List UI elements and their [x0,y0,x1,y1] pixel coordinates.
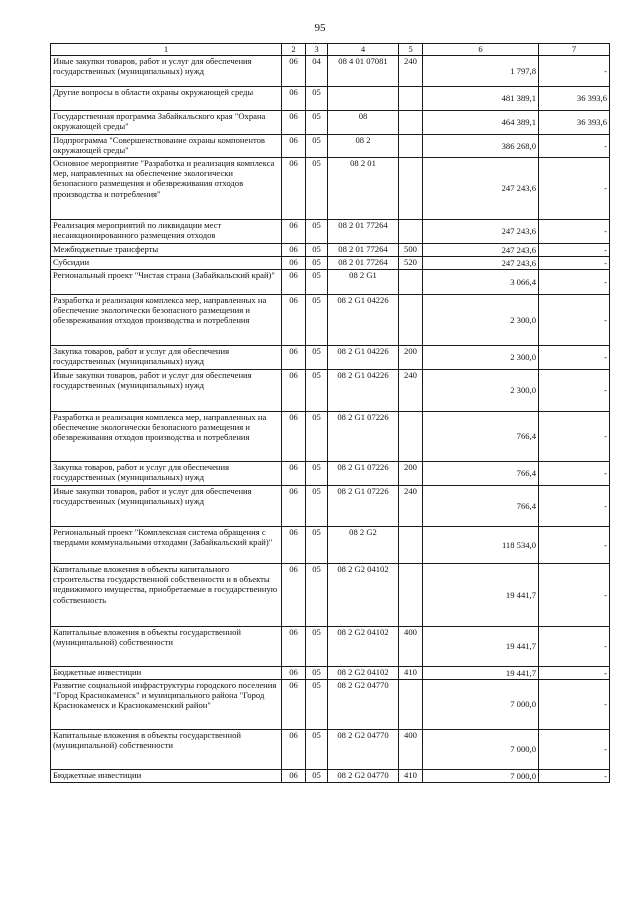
expense-type-code [399,412,423,462]
header-cell-1: 1 [51,44,282,56]
row-name: Иные закупки товаров, работ и услуг для обеспечения государственных (муниципальных) нужд [51,56,282,87]
target-article-code: 08 2 G2 04102 [328,564,399,627]
target-article-code: 08 2 G2 [328,527,399,564]
amount-federal: - [539,56,610,87]
section-code: 06 [282,770,306,783]
amount-federal: - [539,270,610,295]
expense-type-code [399,295,423,346]
table-row [51,667,610,680]
target-article-code: 08 2 G2 04102 [328,627,399,667]
target-article-code: 08 4 01 07081 [328,56,399,87]
amount-total: 118 534,0 [423,527,539,564]
subsection-code: 05 [306,770,328,783]
target-article-code: 08 2 01 77264 [328,220,399,244]
subsection-code: 05 [306,627,328,667]
header-cell-5: 5 [399,44,423,56]
target-article-code: 08 2 G1 [328,270,399,295]
subsection-code: 05 [306,244,328,257]
table-row [51,627,610,667]
expense-type-code [399,111,423,135]
expense-type-code: 240 [399,56,423,87]
expense-type-code: 200 [399,462,423,486]
row-name: Закупка товаров, работ и услуг для обеспечения государственных (муниципальных) нужд [51,346,282,370]
amount-total: 19 441,7 [423,627,539,667]
row-name: Субсидии [51,257,282,270]
amount-federal: 36 393,6 [539,111,610,135]
section-code: 06 [282,295,306,346]
section-code: 06 [282,564,306,627]
amount-total: 766,4 [423,486,539,527]
amount-federal: - [539,370,610,412]
section-code: 06 [282,257,306,270]
expense-type-code [399,527,423,564]
amount-total: 247 243,6 [423,244,539,257]
target-article-code: 08 2 G1 04226 [328,370,399,412]
section-code: 06 [282,462,306,486]
subsection-code: 04 [306,56,328,87]
amount-federal: - [539,244,610,257]
target-article-code: 08 2 G1 07226 [328,412,399,462]
table-row [51,527,610,564]
row-name: Государственная программа Забайкальского края "Охрана окружающей среды" [51,111,282,135]
amount-total: 766,4 [423,412,539,462]
expense-type-code: 400 [399,730,423,770]
amount-total: 19 441,7 [423,667,539,680]
section-code: 06 [282,111,306,135]
table-row [51,412,610,462]
amount-total: 2 300,0 [423,346,539,370]
amount-federal: - [539,486,610,527]
section-code: 06 [282,346,306,370]
expense-type-code [399,158,423,220]
section-code: 06 [282,244,306,257]
amount-federal: - [539,158,610,220]
amount-federal: - [539,730,610,770]
header-row [51,44,610,56]
page-number: 95 [314,22,326,34]
amount-total: 7 000,0 [423,730,539,770]
section-code: 06 [282,730,306,770]
amount-total: 247 243,6 [423,257,539,270]
table-row [51,220,610,244]
row-name: Другие вопросы в области охраны окружающей среды [51,87,282,111]
table-row [51,56,610,87]
section-code: 06 [282,135,306,158]
header-cell-4: 4 [328,44,399,56]
amount-federal: - [539,257,610,270]
expense-type-code: 500 [399,244,423,257]
amount-total: 2 300,0 [423,370,539,412]
section-code: 06 [282,220,306,244]
subsection-code: 05 [306,667,328,680]
expense-type-code: 240 [399,486,423,527]
subsection-code: 05 [306,730,328,770]
section-code: 06 [282,680,306,730]
subsection-code: 05 [306,135,328,158]
row-name: Разработка и реализация комплекса мер, направленных на обеспечение экологически безопасного размещения и обезвреживания отходов производства и потребления [51,295,282,346]
row-name: Основное мероприятие "Разработка и реализация комплекса мер, направленных на обеспечение экологически безопасного размещения и обезвреживания отходов производства и потребления" [51,158,282,220]
target-article-code [328,87,399,111]
subsection-code: 05 [306,158,328,220]
target-article-code: 08 2 G1 07226 [328,486,399,527]
amount-total: 7 000,0 [423,680,539,730]
expense-type-code: 410 [399,770,423,783]
subsection-code: 05 [306,486,328,527]
table-row [51,346,610,370]
subsection-code: 05 [306,257,328,270]
section-code: 06 [282,87,306,111]
section-code: 06 [282,667,306,680]
table-row [51,486,610,527]
section-code: 06 [282,486,306,527]
amount-federal: - [539,667,610,680]
subsection-code: 05 [306,295,328,346]
header-cell-6: 6 [423,44,539,56]
target-article-code: 08 2 G2 04102 [328,667,399,680]
expense-type-code: 410 [399,667,423,680]
row-name: Межбюджетные трансферты [51,244,282,257]
amount-federal: - [539,770,610,783]
row-name: Разработка и реализация комплекса мер, направленных на обеспечение экологически безопасного размещения и обезвреживания отходов производства и потребления [51,412,282,462]
expense-type-code [399,220,423,244]
section-code: 06 [282,627,306,667]
subsection-code: 05 [306,527,328,564]
header-cell-7: 7 [539,44,610,56]
amount-total: 481 389,1 [423,87,539,111]
budget-table [50,43,610,783]
amount-total: 386 268,0 [423,135,539,158]
target-article-code: 08 2 [328,135,399,158]
amount-federal: - [539,220,610,244]
subsection-code: 05 [306,111,328,135]
target-article-code: 08 [328,111,399,135]
amount-federal: - [539,346,610,370]
target-article-code: 08 2 01 [328,158,399,220]
table-row [51,370,610,412]
table-row [51,564,610,627]
subsection-code: 05 [306,370,328,412]
amount-federal: - [539,627,610,667]
table-row [51,158,610,220]
header-cell-3: 3 [306,44,328,56]
target-article-code: 08 2 G2 04770 [328,770,399,783]
row-name: Капитальные вложения в объекты капитального строительства государственной собственности и в объекты недвижимого имущества, приобретаемые в государственную собственность [51,564,282,627]
subsection-code: 05 [306,564,328,627]
expense-type-code: 240 [399,370,423,412]
amount-federal: - [539,564,610,627]
amount-total: 247 243,6 [423,158,539,220]
row-name: Закупка товаров, работ и услуг для обеспечения государственных (муниципальных) нужд [51,462,282,486]
table-row [51,730,610,770]
table-row [51,680,610,730]
amount-total: 464 389,1 [423,111,539,135]
expense-type-code: 520 [399,257,423,270]
table-row [51,135,610,158]
subsection-code: 05 [306,87,328,111]
amount-federal: - [539,135,610,158]
header-cell-2: 2 [282,44,306,56]
row-name: Региональный проект "Чистая страна (Забайкальский край)" [51,270,282,295]
target-article-code: 08 2 G2 04770 [328,730,399,770]
row-name: Иные закупки товаров, работ и услуг для обеспечения государственных (муниципальных) нужд [51,370,282,412]
amount-federal: - [539,412,610,462]
target-article-code: 08 2 G1 04226 [328,346,399,370]
row-name: Бюджетные инвестиции [51,770,282,783]
target-article-code: 08 2 01 77264 [328,244,399,257]
target-article-code: 08 2 01 77264 [328,257,399,270]
table-row [51,270,610,295]
expense-type-code [399,135,423,158]
amount-total: 3 066,4 [423,270,539,295]
row-name: Иные закупки товаров, работ и услуг для обеспечения государственных (муниципальных) нужд [51,486,282,527]
amount-federal: 36 393,6 [539,87,610,111]
amount-total: 766,4 [423,462,539,486]
section-code: 06 [282,370,306,412]
row-name: Бюджетные инвестиции [51,667,282,680]
amount-federal: - [539,462,610,486]
amount-total: 2 300,0 [423,295,539,346]
section-code: 06 [282,56,306,87]
amount-total: 1 797,8 [423,56,539,87]
subsection-code: 05 [306,680,328,730]
expense-type-code: 200 [399,346,423,370]
expense-type-code [399,680,423,730]
table-row [51,295,610,346]
expense-type-code [399,270,423,295]
amount-total: 247 243,6 [423,220,539,244]
table-row [51,257,610,270]
table-row [51,87,610,111]
target-article-code: 08 2 G1 04226 [328,295,399,346]
section-code: 06 [282,412,306,462]
amount-federal: - [539,527,610,564]
expense-type-code [399,87,423,111]
row-name: Подпрограмма "Совершенствование охраны компонентов окружающей среды" [51,135,282,158]
subsection-code: 05 [306,346,328,370]
subsection-code: 05 [306,220,328,244]
table-row [51,111,610,135]
amount-federal: - [539,295,610,346]
table-body [51,56,610,783]
section-code: 06 [282,158,306,220]
amount-federal: - [539,680,610,730]
expense-type-code [399,564,423,627]
row-name: Реализация мероприятий по ликвидации мест несанкционированного размещения отходов [51,220,282,244]
subsection-code: 05 [306,412,328,462]
row-name: Капитальные вложения в объекты государственной (муниципальной) собственности [51,730,282,770]
row-name: Развитие социальной инфраструктуры городского поселения "Город Краснокаменск" и муниципального района "Город Краснокаменск и Краснокаменский район" [51,680,282,730]
row-name: Региональный проект "Комплексная система обращения с твердыми коммунальными отходами (Забайкальский край)" [51,527,282,564]
table-row [51,244,610,257]
section-code: 06 [282,527,306,564]
amount-total: 7 000,0 [423,770,539,783]
table-row [51,462,610,486]
table-row [51,770,610,783]
subsection-code: 05 [306,462,328,486]
target-article-code: 08 2 G2 04770 [328,680,399,730]
amount-total: 19 441,7 [423,564,539,627]
row-name: Капитальные вложения в объекты государственной (муниципальной) собственности [51,627,282,667]
target-article-code: 08 2 G1 07226 [328,462,399,486]
subsection-code: 05 [306,270,328,295]
section-code: 06 [282,270,306,295]
expense-type-code: 400 [399,627,423,667]
